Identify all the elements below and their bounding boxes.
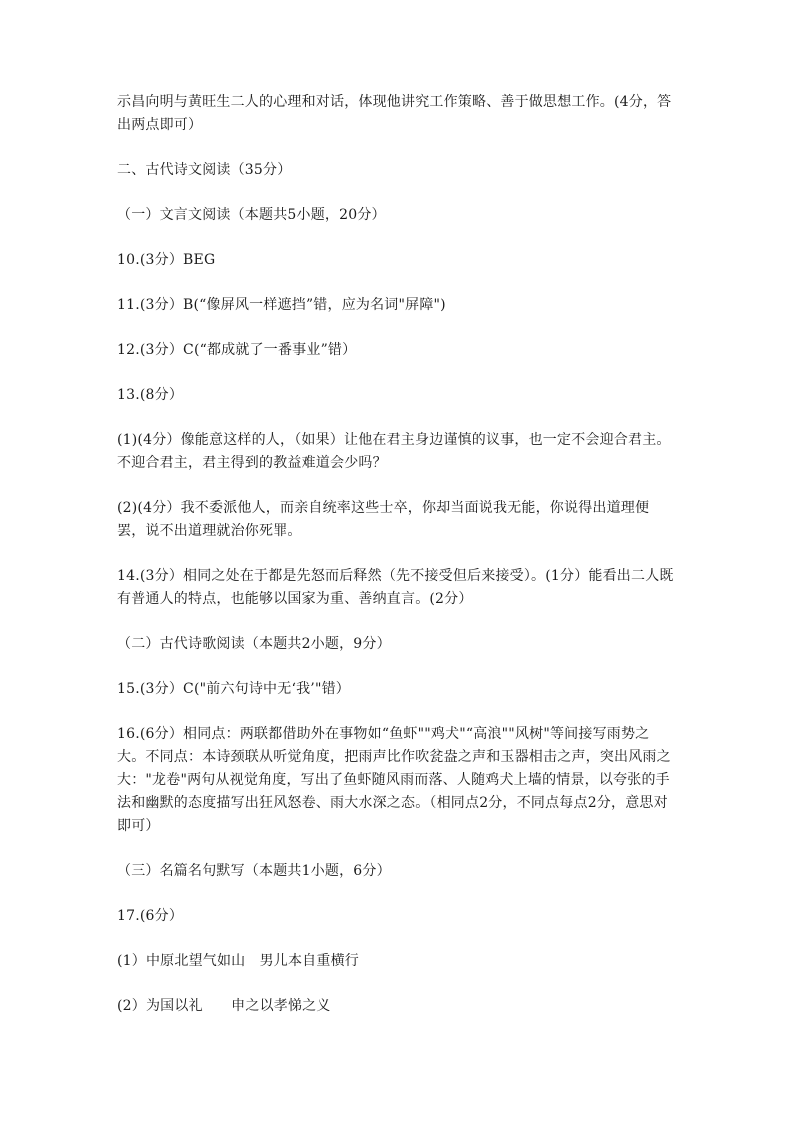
answer-paragraph: 10.(3分）BEG <box>117 252 216 268</box>
answer-document <box>117 91 677 1040</box>
answer-paragraph: (1）中原北望气如山 男儿本自重横行 <box>117 953 359 969</box>
section-heading: 二、古代诗文阅读（35分） <box>117 162 292 178</box>
answer-paragraph: (1)(4分）像能意这样的人，（如果）让他在君主身边谨慎的议事，也一定不会迎合君主。不迎合君主，君主得到的教益难道会少吗？ <box>117 432 671 471</box>
answer-paragraph: 12.(3分）C(“都成就了一番事业”错） <box>117 342 357 358</box>
answer-paragraph: 13.(8分） <box>117 387 184 403</box>
subsection-heading: （二）古代诗歌阅读（本题共2小题，9分） <box>117 636 391 652</box>
answer-paragraph: 11.(3分）B(“像屏风一样遮挡”错，应为名词"屏障") <box>117 297 446 313</box>
answer-paragraph: 16.(6分）相同点：两联都借助外在事物如“鱼虾""鸡犬"“高浪""风树"等间接写雨势之大。不同点：本诗颈联从听觉角度，把雨声比作吹瓫盎之声和玉器相击之声，突出风雨之大："龙卷"两句从视觉角度，写出了鱼虾随风雨而落、人随鸡犬上墙的情景，以夸张的手法和幽默的态度描写出狂风怒卷、雨大水深之态。（相同点2分，不同点每点2分，意思对即可） <box>117 726 671 834</box>
answer-paragraph: 示昌向明与黄旺生二人的心理和对话，体现他讲究工作策略、善于做思想工作。(4分，答出两点即可） <box>117 94 672 133</box>
subsection-heading: （三）名篇名句默写（本题共1小题，6分） <box>117 863 391 879</box>
answer-paragraph: 14.(3分）相同之处在于都是先怒而后释然（先不接受但后来接受）。(1分）能看出二人既有普通人的特点，也能够以国家为重、善纳直言。(2分） <box>117 568 674 607</box>
answer-paragraph: (2)(4分）我不委派他人，而亲自统率这些士卒，你却当面说我无能，你说得出道理便罢，说不出道理就治你死罪。 <box>117 500 650 539</box>
answer-paragraph: 17.(6分） <box>117 908 184 924</box>
answer-paragraph: (2）为国以礼 申之以孝悌之义 <box>117 998 331 1014</box>
answer-paragraph: 15.(3分）C("前六句诗中无‘我’"错） <box>117 681 350 697</box>
subsection-heading: （一）文言文阅读（本题共5小题，20分） <box>117 207 386 223</box>
